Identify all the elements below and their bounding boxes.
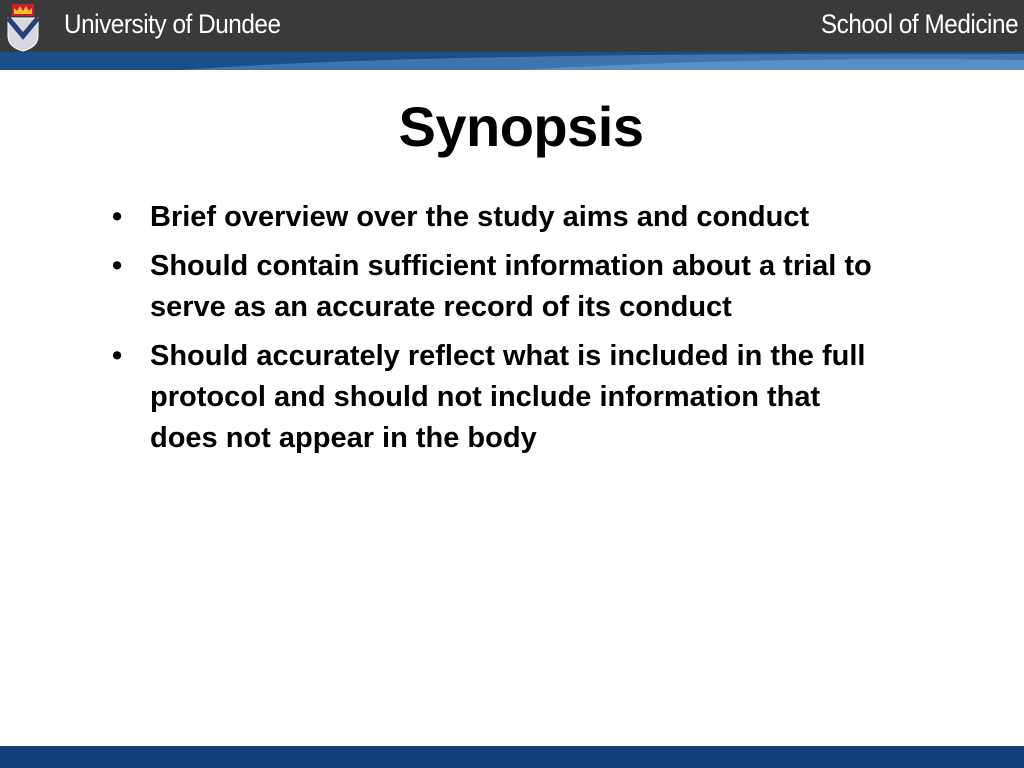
- school-name: School of Medicine: [820, 9, 1018, 39]
- bullet-item: [112, 336, 892, 459]
- bullet-marker: •: [112, 201, 123, 233]
- university-crest-icon: [6, 2, 40, 52]
- bullet-item: [112, 246, 892, 328]
- slide-title: Synopsis: [398, 95, 644, 158]
- bullet-list: [112, 197, 892, 467]
- bullet-text: Should contain sufficient information about a trial to serve as an accurate record of its conduct: [150, 250, 872, 323]
- institution-name: University of Dundee: [64, 9, 281, 39]
- bullet-marker: •: [112, 250, 123, 282]
- bullet-item: [112, 197, 892, 238]
- footer-band: [0, 746, 1024, 768]
- header-accent-band: [0, 52, 1024, 70]
- bullet-text: Should accurately reflect what is included in the full protocol and should not include information that does not appear in the body: [150, 340, 866, 454]
- bullet-text: Brief overview over the study aims and conduct: [150, 201, 810, 233]
- header-bar: [0, 0, 1024, 52]
- bullet-marker: •: [112, 340, 123, 372]
